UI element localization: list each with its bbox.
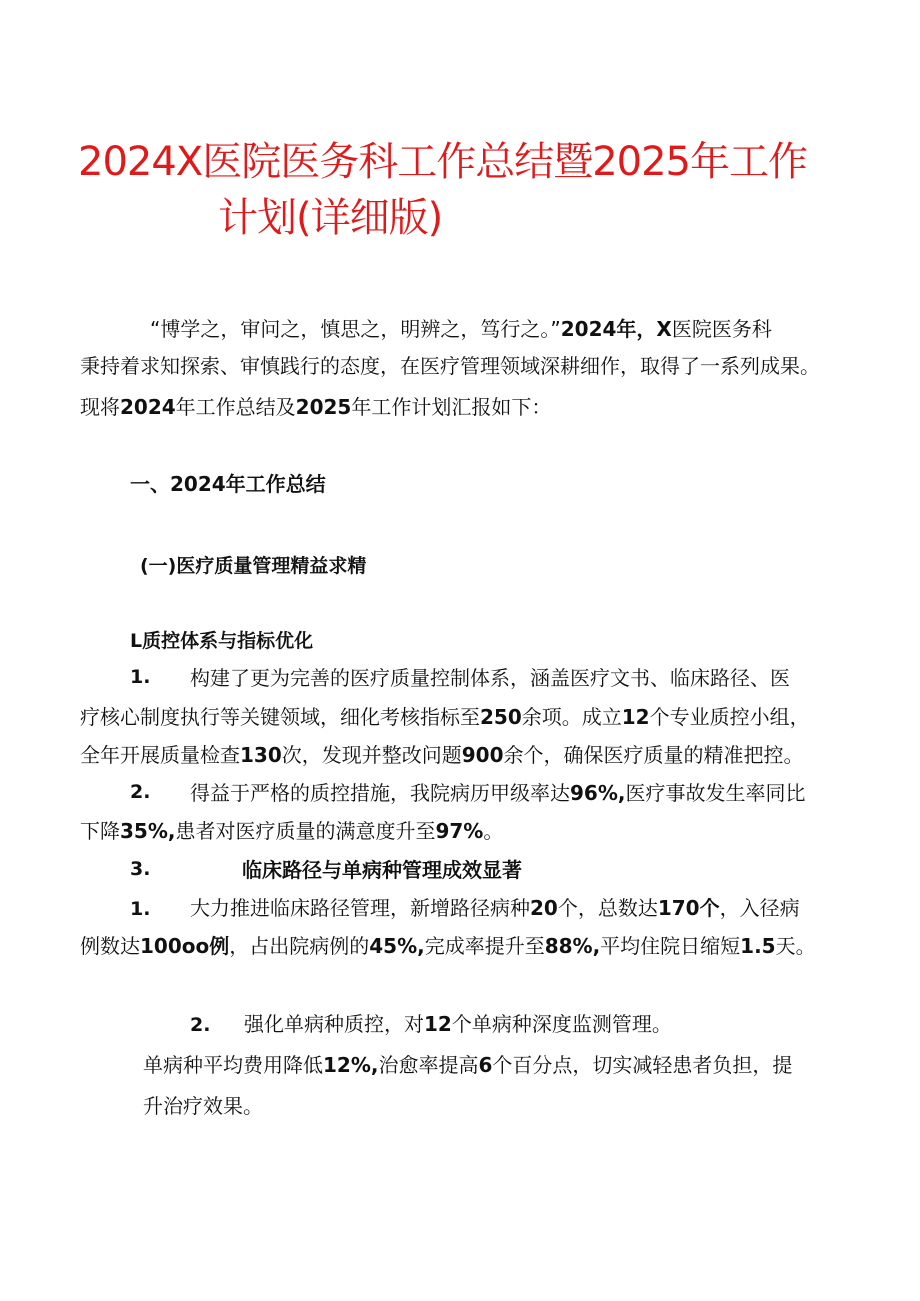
intro-year: 2024年，X xyxy=(560,317,672,341)
value: 96%, xyxy=(570,781,626,805)
text: 完成率提升至 xyxy=(424,934,545,958)
paragraph-number: 1. xyxy=(130,666,151,688)
value: 6 xyxy=(478,1053,493,1077)
text: 余个，确保医疗质量的精准把控。 xyxy=(503,743,804,767)
text: 余项。成立 xyxy=(521,705,622,729)
text: 疗核心制度执行等关键领域，细化考核指标至 xyxy=(80,705,480,729)
text: 患者对医疗质量的满意度升至 xyxy=(175,819,436,843)
intro-hospital: 医院医务科 xyxy=(671,317,772,341)
text: 个专业质控小组， xyxy=(649,705,810,729)
value: 1.5 xyxy=(740,934,776,958)
value: 35%, xyxy=(120,819,176,843)
value: 100oo例 xyxy=(140,934,230,958)
paragraph-number: 2. xyxy=(130,781,151,803)
section-heading: 一、2024年工作总结 xyxy=(130,472,326,496)
text: 强化单病种质控，对 xyxy=(244,1012,424,1036)
paragraph-1-line-1: 构建了更为完善的医疗质量控制体系，涵盖医疗文书、临床路径、医 xyxy=(190,666,790,690)
text: 天。 xyxy=(775,934,816,958)
text: 医疗事故发生率同比 xyxy=(625,781,806,805)
value: 88%, xyxy=(544,934,601,958)
value: 250 xyxy=(480,705,522,729)
text: 例数达 xyxy=(80,934,140,958)
text: 大力推进临床路径管理，新增路径病种 xyxy=(190,896,530,920)
paragraph-2-line-1 xyxy=(190,779,805,807)
text: 平均住院日缩短 xyxy=(600,934,741,958)
item-heading: L质控体系与指标优化 xyxy=(130,630,314,652)
text: 个百分点，切实减轻患者负担，提 xyxy=(492,1053,793,1077)
text: ，占出院病例的 xyxy=(229,934,370,958)
document-title-line1: 2024X医院医务科工作总结暨2025年工作 xyxy=(78,139,807,185)
text: 全年开展质量检查 xyxy=(80,743,240,767)
intro-year-2024: 2024 xyxy=(120,395,176,419)
intro-line-1 xyxy=(150,315,772,343)
paragraph-4-line-1 xyxy=(190,894,800,922)
intro-text: 现将 xyxy=(80,395,120,419)
value: 900 xyxy=(461,743,504,767)
paragraph-1-line-3 xyxy=(80,741,804,769)
text: 下降 xyxy=(80,819,120,843)
paragraph-1-line-2 xyxy=(80,703,810,731)
value: 45%, xyxy=(369,934,425,958)
value: 97% xyxy=(435,819,484,843)
text: ，入径病 xyxy=(719,896,800,920)
text: 得益于严格的质控措施，我院病历甲级率达 xyxy=(190,781,570,805)
text: 个，总数达 xyxy=(557,896,658,920)
paragraph-5-line-2 xyxy=(143,1051,792,1079)
text: 次，发现并整改问题 xyxy=(281,743,462,767)
value: 20 xyxy=(530,896,558,920)
paragraph-number: 2. xyxy=(190,1014,211,1036)
intro-year-2025: 2025 xyxy=(295,395,352,419)
value: 12%, xyxy=(323,1053,379,1077)
value: 12 xyxy=(424,1012,452,1036)
value: 130 xyxy=(240,743,282,767)
paragraph-4-line-2 xyxy=(80,932,816,960)
intro-text: 年工作总结及 xyxy=(175,395,296,419)
intro-text: 年工作计划汇报如下： xyxy=(351,395,552,419)
intro-line-3 xyxy=(80,393,551,421)
text: 个单病种深度监测管理。 xyxy=(451,1012,672,1036)
paragraph-number: 1. xyxy=(130,898,151,920)
text: 治愈率提高 xyxy=(378,1053,479,1077)
intro-quote: “博学之，审问之，慎思之，明辨之，笃行之。” xyxy=(150,317,561,341)
document-title-line2: 计划(详细版) xyxy=(218,195,443,241)
subsection-heading: (一)医疗质量管理精益求精 xyxy=(140,555,367,577)
item-3-heading: 临床路径与单病种管理成效显著 xyxy=(242,858,522,882)
text: 单病种平均费用降低 xyxy=(143,1053,323,1077)
paragraph-5-line-3: 升治疗效果。 xyxy=(143,1094,263,1118)
paragraph-5-line-1 xyxy=(244,1010,672,1038)
text: 。 xyxy=(483,819,504,843)
value: 12 xyxy=(621,705,650,729)
intro-line-2: 秉持着求知探索、审慎践行的态度，在医疗管理领域深耕细作，取得了一系列成果。 xyxy=(80,354,820,378)
value: 170个 xyxy=(657,896,720,920)
paragraph-number: 3. xyxy=(130,858,151,880)
paragraph-2-line-2 xyxy=(80,817,503,845)
